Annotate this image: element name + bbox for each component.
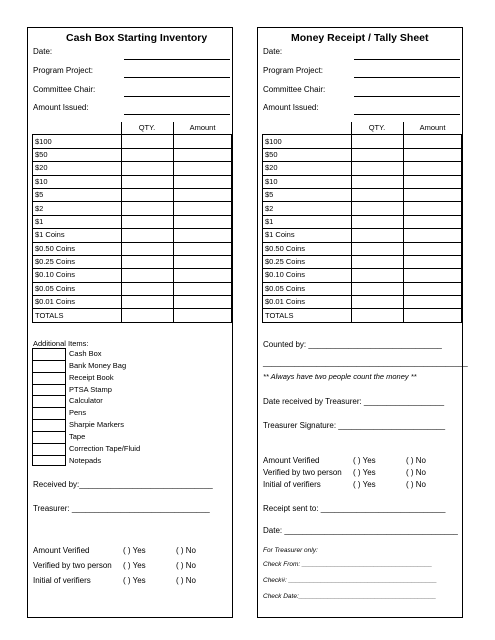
date-label: Date: xyxy=(33,47,53,56)
totals-label: TOTALS xyxy=(33,309,122,322)
list-item xyxy=(32,407,182,419)
verify-yes[interactable]: ( ) Yes xyxy=(123,576,146,585)
denomination-table xyxy=(262,122,462,323)
amount-issued-line[interactable] xyxy=(354,114,460,115)
check-from-field[interactable]: Check From: ____________________________________ xyxy=(263,561,433,568)
denomination-cell: $0.05 Coins xyxy=(33,282,122,295)
table-row xyxy=(33,242,232,255)
qty-cell[interactable] xyxy=(121,255,173,268)
denomination-table xyxy=(32,122,232,323)
denomination-cell: $2 xyxy=(263,202,352,215)
denomination-cell: $50 xyxy=(263,148,352,161)
denomination-cell: $0.10 Coins xyxy=(33,269,122,282)
verify-label: Initial of verifiers xyxy=(33,576,91,585)
denomination-cell: $5 xyxy=(33,188,122,201)
amount-total-cell[interactable] xyxy=(173,309,232,322)
qty-cell[interactable] xyxy=(351,135,403,148)
list-item xyxy=(32,395,182,407)
item-checkbox[interactable] xyxy=(32,443,66,455)
verify-no[interactable]: ( ) No xyxy=(176,546,196,555)
qty-cell[interactable] xyxy=(351,215,403,228)
denomination-cell: $1 Coins xyxy=(263,229,352,242)
qty-cell[interactable] xyxy=(351,282,403,295)
item-label: Receipt Book xyxy=(69,372,114,382)
denomination-cell: $0.25 Coins xyxy=(33,255,122,268)
item-checkbox[interactable] xyxy=(32,384,66,396)
table-row xyxy=(263,188,462,201)
qty-cell[interactable] xyxy=(121,135,173,148)
item-checkbox[interactable] xyxy=(32,372,66,384)
date-field[interactable]: Date: _______________________________________ xyxy=(263,526,458,535)
treasurer-only-label: For Treasurer only: xyxy=(263,547,318,554)
amount-cell[interactable] xyxy=(403,282,462,295)
verify-label: Initial of verifiers xyxy=(263,480,321,489)
verify-yes[interactable]: ( ) Yes xyxy=(123,546,146,555)
table-row xyxy=(33,255,232,268)
table-header-blank xyxy=(263,122,352,135)
amount-cell[interactable] xyxy=(173,229,232,242)
table-row xyxy=(263,282,462,295)
denomination-cell: $10 xyxy=(33,175,122,188)
item-checkbox[interactable] xyxy=(32,348,66,360)
amount-cell[interactable] xyxy=(403,296,462,309)
program-project-label: Program Project: xyxy=(33,66,94,75)
denomination-cell: $0.05 Coins xyxy=(263,282,352,295)
item-checkbox[interactable] xyxy=(32,431,66,443)
table-row xyxy=(263,269,462,282)
list-item xyxy=(32,360,182,372)
receipt-sent-to-field[interactable]: Receipt sent to: ____________________________ xyxy=(263,504,446,513)
qty-cell[interactable] xyxy=(121,148,173,161)
table-row xyxy=(263,162,462,175)
qty-cell[interactable] xyxy=(121,229,173,242)
qty-cell[interactable] xyxy=(121,242,173,255)
program-project-label: Program Project: xyxy=(263,66,324,75)
qty-cell[interactable] xyxy=(351,269,403,282)
list-item xyxy=(32,384,182,396)
denomination-cell: $50 xyxy=(33,148,122,161)
denomination-cell: $10 xyxy=(263,175,352,188)
qty-total-cell[interactable] xyxy=(351,309,403,322)
amount-cell[interactable] xyxy=(403,188,462,201)
denomination-cell: $0.50 Coins xyxy=(33,242,122,255)
table-row xyxy=(263,148,462,161)
verify-no[interactable]: ( ) No xyxy=(176,561,196,570)
additional-items-label: Additional Items: xyxy=(33,339,89,348)
amount-header: Amount xyxy=(403,122,462,135)
date-line[interactable] xyxy=(124,59,230,60)
amount-cell[interactable] xyxy=(403,242,462,255)
table-row xyxy=(33,188,232,201)
counted-by-field[interactable]: Counted by: ______________________________ xyxy=(263,340,442,349)
denomination-cell: $0.01 Coins xyxy=(33,296,122,309)
verify-yes[interactable]: ( ) Yes xyxy=(353,480,376,489)
verify-label: Amount Verified xyxy=(263,456,320,465)
item-label: Sharpie Markers xyxy=(69,420,125,430)
date-received-field[interactable]: Date received by Treasurer: __________________ xyxy=(263,397,445,406)
money-receipt-tally-form xyxy=(257,27,468,618)
qty-cell[interactable] xyxy=(351,242,403,255)
additional-items-list xyxy=(32,348,182,466)
table-row xyxy=(33,269,232,282)
item-label: Correction Tape/Fluid xyxy=(69,443,141,453)
amount-cell[interactable] xyxy=(403,229,462,242)
table-row xyxy=(263,255,462,268)
amount-cell[interactable] xyxy=(173,215,232,228)
qty-cell[interactable] xyxy=(121,188,173,201)
item-label: Pens xyxy=(69,408,87,418)
verify-no[interactable]: ( ) No xyxy=(406,480,426,489)
table-row xyxy=(33,202,232,215)
table-row xyxy=(263,215,462,228)
qty-cell[interactable] xyxy=(121,282,173,295)
amount-cell[interactable] xyxy=(173,175,232,188)
qty-cell[interactable] xyxy=(121,296,173,309)
two-people-note: ** Always have two people count the money ** xyxy=(263,372,417,381)
amount-total-cell[interactable] xyxy=(403,309,462,322)
amount-cell[interactable] xyxy=(173,202,232,215)
amount-issued-line[interactable] xyxy=(124,114,230,115)
amount-cell[interactable] xyxy=(403,175,462,188)
table-row xyxy=(33,162,232,175)
program-project-line[interactable] xyxy=(354,77,460,78)
verify-no[interactable]: ( ) No xyxy=(406,456,426,465)
table-header-row xyxy=(263,122,462,135)
item-checkbox[interactable] xyxy=(32,419,66,431)
amount-issued-label: Amount Issued: xyxy=(263,103,319,112)
list-item xyxy=(32,431,182,443)
date-label: Date: xyxy=(263,47,283,56)
qty-cell[interactable] xyxy=(121,269,173,282)
denomination-cell: $0.01 Coins xyxy=(263,296,352,309)
denomination-cell: $20 xyxy=(263,162,352,175)
qty-cell[interactable] xyxy=(351,188,403,201)
date-line[interactable] xyxy=(354,59,460,60)
amount-cell[interactable] xyxy=(173,148,232,161)
denomination-cell: $20 xyxy=(33,162,122,175)
qty-cell[interactable] xyxy=(121,215,173,228)
denomination-cell: $2 xyxy=(33,202,122,215)
check-number-field[interactable]: Check#: _________________________________________ xyxy=(263,577,437,584)
verify-yes[interactable]: ( ) Yes xyxy=(353,468,376,477)
list-item xyxy=(32,372,182,384)
table-row xyxy=(33,148,232,161)
table-header-row xyxy=(33,122,232,135)
amount-issued-label: Amount Issued: xyxy=(33,103,89,112)
item-label: PTSA Stamp xyxy=(69,384,112,394)
table-row-totals xyxy=(263,309,462,322)
item-label: Cash Box xyxy=(69,349,102,358)
table-row xyxy=(263,202,462,215)
qty-cell[interactable] xyxy=(121,202,173,215)
table-row xyxy=(33,296,232,309)
table-row-totals xyxy=(33,309,232,322)
list-item xyxy=(32,443,182,455)
list-item xyxy=(32,348,182,360)
item-label: Calculator xyxy=(69,396,103,406)
verify-no[interactable]: ( ) No xyxy=(406,468,426,477)
second-counter-line[interactable]: ______________________________________________ xyxy=(263,358,468,367)
cash-box-inventory-form xyxy=(27,27,233,618)
qty-header: QTY. xyxy=(351,122,403,135)
qty-total-cell[interactable] xyxy=(121,309,173,322)
totals-label: TOTALS xyxy=(263,309,352,322)
amount-cell[interactable] xyxy=(403,255,462,268)
form-title: Cash Box Starting Inventory xyxy=(66,32,208,44)
denomination-cell: $100 xyxy=(263,135,352,148)
committee-chair-label: Committee Chair: xyxy=(33,85,96,94)
amount-cell[interactable] xyxy=(403,148,462,161)
committee-chair-label: Committee Chair: xyxy=(263,85,326,94)
denomination-cell: $0.50 Coins xyxy=(263,242,352,255)
item-checkbox[interactable] xyxy=(32,407,66,419)
table-row xyxy=(33,175,232,188)
item-label: Bank Money Bag xyxy=(69,360,127,370)
table-row xyxy=(33,229,232,242)
list-item xyxy=(32,419,182,431)
amount-cell[interactable] xyxy=(403,202,462,215)
qty-cell[interactable] xyxy=(351,296,403,309)
table-row xyxy=(33,135,232,148)
treasurer-field[interactable]: Treasurer: _______________________________ xyxy=(33,504,210,513)
table-row xyxy=(263,296,462,309)
amount-cell[interactable] xyxy=(403,162,462,175)
verify-yes[interactable]: ( ) Yes xyxy=(123,561,146,570)
form-title: Money Receipt / Tally Sheet xyxy=(291,32,429,44)
denomination-cell: $0.25 Coins xyxy=(263,255,352,268)
amount-cell[interactable] xyxy=(173,255,232,268)
amount-cell[interactable] xyxy=(173,282,232,295)
item-label: Tape xyxy=(69,431,86,441)
denomination-cell: $5 xyxy=(263,188,352,201)
list-item xyxy=(32,455,182,467)
qty-cell[interactable] xyxy=(351,175,403,188)
table-row xyxy=(33,215,232,228)
item-label: Notepads xyxy=(69,455,102,465)
qty-cell[interactable] xyxy=(351,255,403,268)
verify-yes[interactable]: ( ) Yes xyxy=(353,456,376,465)
amount-cell[interactable] xyxy=(173,162,232,175)
amount-cell[interactable] xyxy=(403,135,462,148)
qty-cell[interactable] xyxy=(351,229,403,242)
item-checkbox[interactable] xyxy=(32,360,66,372)
qty-cell[interactable] xyxy=(351,202,403,215)
amount-cell[interactable] xyxy=(173,135,232,148)
table-row xyxy=(33,282,232,295)
verify-label: Amount Verified xyxy=(33,546,90,555)
item-checkbox[interactable] xyxy=(32,455,66,467)
amount-cell[interactable] xyxy=(173,296,232,309)
table-header-blank xyxy=(33,122,122,135)
qty-header: QTY. xyxy=(121,122,173,135)
denomination-cell: $1 xyxy=(33,215,122,228)
qty-cell[interactable] xyxy=(351,148,403,161)
amount-cell[interactable] xyxy=(173,188,232,201)
amount-cell[interactable] xyxy=(173,242,232,255)
received-by-field[interactable]: Received by:______________________________ xyxy=(33,480,213,489)
qty-cell[interactable] xyxy=(121,162,173,175)
check-date-field[interactable]: Check Date:______________________________________ xyxy=(263,593,437,600)
denomination-cell: $100 xyxy=(33,135,122,148)
amount-header: Amount xyxy=(173,122,232,135)
amount-cell[interactable] xyxy=(403,269,462,282)
qty-cell[interactable] xyxy=(121,175,173,188)
denomination-cell: $1 Coins xyxy=(33,229,122,242)
verify-label: Verified by two person xyxy=(33,561,112,570)
qty-cell[interactable] xyxy=(351,162,403,175)
verify-label: Verified by two person xyxy=(263,468,342,477)
table-row xyxy=(263,242,462,255)
treasurer-signature-field[interactable]: Treasurer Signature: ________________________ xyxy=(263,421,446,430)
amount-cell[interactable] xyxy=(173,269,232,282)
denomination-cell: $0.10 Coins xyxy=(263,269,352,282)
verify-no[interactable]: ( ) No xyxy=(176,576,196,585)
table-row xyxy=(263,175,462,188)
committee-chair-line[interactable] xyxy=(124,96,230,97)
committee-chair-line[interactable] xyxy=(354,96,460,97)
denomination-cell: $1 xyxy=(263,215,352,228)
table-row xyxy=(263,135,462,148)
amount-cell[interactable] xyxy=(403,215,462,228)
program-project-line[interactable] xyxy=(124,77,230,78)
item-checkbox[interactable] xyxy=(32,395,66,407)
table-row xyxy=(263,229,462,242)
